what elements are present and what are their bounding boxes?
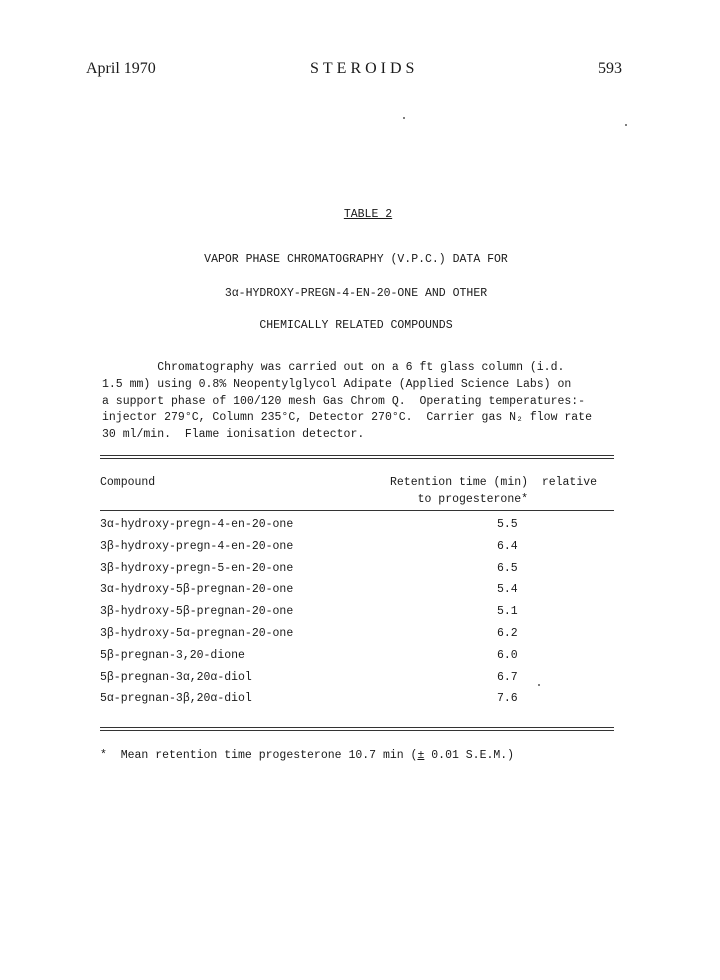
compound-name: 5β-pregnan-3,20-dione — [100, 648, 245, 662]
table-label: TABLE 2 — [343, 208, 393, 221]
table-bottom-rule — [100, 727, 614, 728]
table-top-rule — [100, 458, 614, 459]
retention-value: 6.4 — [497, 539, 518, 553]
page-number: 593 — [598, 60, 622, 77]
retention-value: 6.2 — [497, 626, 518, 640]
compound-name: 3β-hydroxy-pregn-5-en-20-one — [100, 561, 294, 575]
compound-name: 3α-hydroxy-5β-pregnan-20-one — [100, 583, 294, 597]
table-row — [100, 583, 614, 605]
column-header-retention: Retention time (min) relative to progesterone* — [390, 476, 598, 506]
retention-value: 6.7 — [497, 670, 518, 684]
table-title-line: CHEMICALLY RELATED COMPOUNDS — [259, 319, 453, 332]
table-bottom-rule — [100, 730, 614, 731]
table-body — [100, 518, 614, 714]
running-header-journal: STEROIDS — [310, 60, 419, 77]
running-header-date: April 1970 — [86, 60, 156, 77]
retention-value: 5.5 — [497, 518, 518, 531]
table-title-line: VAPOR PHASE CHROMATOGRAPHY (V.P.C.) DATA FOR — [204, 253, 508, 266]
table-title-line: 3α-HYDROXY-PREGN-4-EN-20-ONE AND OTHER — [224, 287, 488, 300]
compound-name: 3β-hydroxy-5α-pregnan-20-one — [100, 626, 294, 640]
footnote-text: * Mean retention time progesterone 10.7 min ( — [100, 749, 418, 762]
table-row — [100, 649, 614, 671]
compound-name: 5α-pregnan-3β,20α-diol — [100, 692, 252, 706]
plus-minus-sign: ± — [417, 749, 425, 762]
table-row — [100, 605, 614, 627]
table-row — [100, 627, 614, 649]
scan-speck — [403, 117, 405, 119]
retention-value: 6.0 — [497, 648, 518, 662]
compound-name: 3β-hydroxy-pregn-4-en-20-one — [100, 539, 294, 553]
retention-value: 7.6 — [497, 692, 518, 706]
compound-name: 3α-hydroxy-pregn-4-en-20-one — [100, 518, 294, 531]
footnote-text: 0.01 S.E.M.) — [424, 749, 515, 762]
scan-speck — [625, 124, 627, 126]
table-header-rule — [100, 510, 614, 511]
table-row — [100, 562, 614, 584]
table-top-rule — [100, 455, 614, 456]
table-footnote — [100, 749, 514, 762]
table-row — [100, 540, 614, 562]
table-row — [100, 671, 614, 693]
retention-value: 5.1 — [497, 605, 518, 619]
retention-value: 5.4 — [497, 583, 518, 597]
table-row — [100, 692, 614, 714]
column-header-compound: Compound — [100, 476, 156, 489]
table-row — [100, 518, 614, 540]
methods-paragraph: Chromatography was carried out on a 6 ft glass column (i.d. 1.5 mm) using 0.8% Neopentylglycol Adipate (Applied Science Labs) on a support phase of 100/120 mesh Gas Chrom Q. Operating temperatures:- injector 279°C, Column 235°C, Detector 270°C. Carrier gas N₂ flow rate 30 ml/min. Flame ionisation detector. — [102, 361, 592, 442]
compound-name: 5β-pregnan-3α,20α-diol — [100, 670, 252, 684]
compound-name: 3β-hydroxy-5β-pregnan-20-one — [100, 605, 294, 619]
retention-value: 6.5 — [497, 561, 518, 575]
